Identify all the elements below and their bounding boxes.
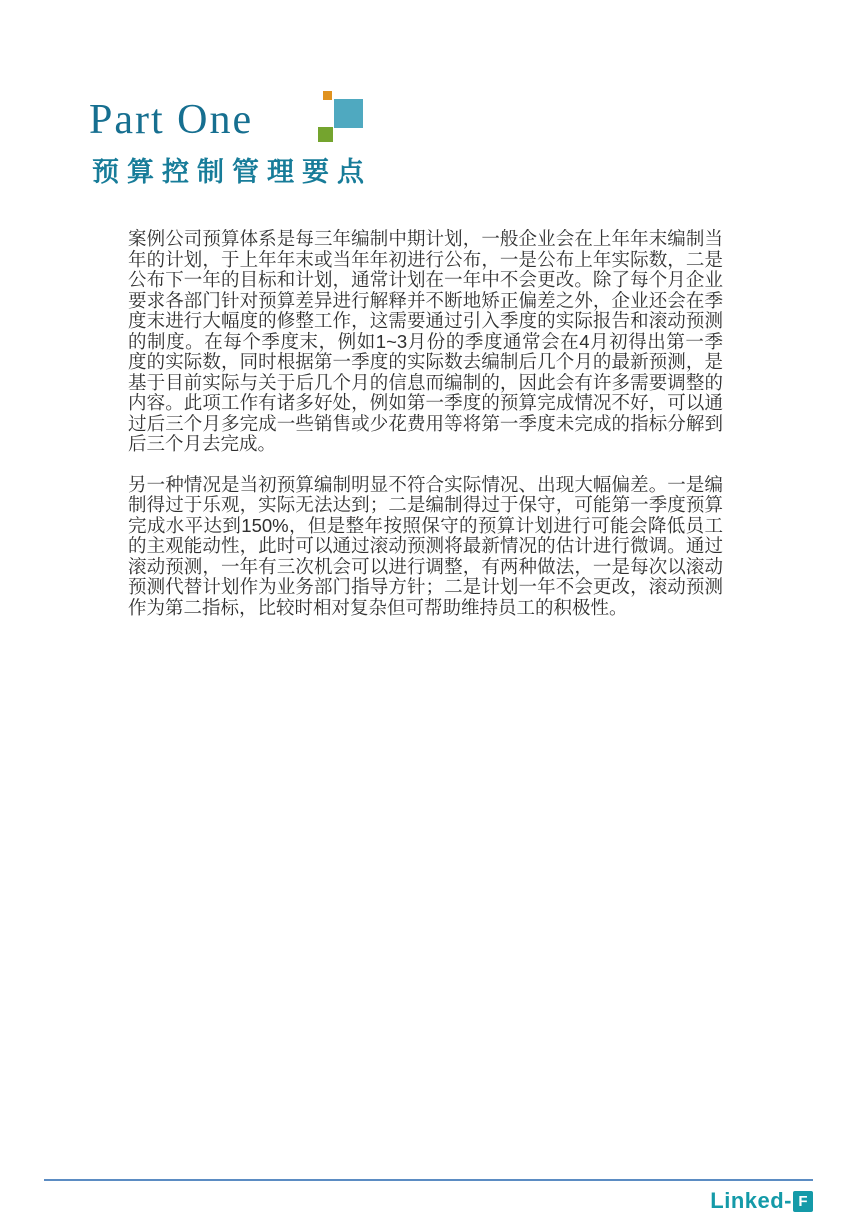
paragraph-2: 另一种情况是当初预算编制明显不符合实际情况、出现大幅偏差。一是编制得过于乐观，实际无法达到；二是编制得过于保守，可能第一季度预算完成水平达到150%，但是整年按照保守的预算计划进行可能会降低员工的主观能动性，此时可以通过滚动预测将最新情况的估计进行微调。通过滚动预测，一年有三次机会可以进行调整，有两种做法，一是每次以滚动预测代替计划作为业务部门指导方针；二是计划一年不会更改，滚动预测作为第二指标，比较时相对复杂但可帮助维持员工的积极性。 — [128, 473, 723, 618]
footer-divider — [44, 1179, 813, 1181]
part-title: Part One — [89, 97, 254, 143]
body-content — [128, 229, 723, 618]
green-square-icon — [318, 127, 333, 142]
logo-text: Linked- — [710, 1188, 792, 1213]
section-subtitle: 预算控制管理要点 — [92, 157, 372, 187]
paragraph-1: 案例公司预算体系是每三年编制中期计划，一般企业会在上年年末编制当年的计划，于上年年末或当年年初进行公布，一是公布上年实际数，二是公布下一年的目标和计划，通常计划在一年中不会更改。除了每个月企业要求各部门针对预算差异进行解释并不断地矫正偏差之外，企业还会在季度末进行大幅度的修整工作，这需要通过引入季度的实际报告和滚动预测的制度。在每个季度末，例如1~3月份的季度通常会在4月初得出第一季度的实际数，同时根据第一季度的实际数去编制后几个月的最新预测，是基于目前实际与关于后几个月的信息而编制的，因此会有许多需要调整的内容。此项工作有诸多好处，例如第一季度的预算完成情况不好，可以通过后三个月多完成一些销售或少花费用等将第一季度未完成的指标分解到后三个月去完成。 — [128, 228, 723, 454]
decorative-squares-icon — [318, 91, 365, 143]
linked-f-logo — [710, 1190, 813, 1212]
teal-square-icon — [334, 99, 363, 128]
orange-square-icon — [323, 91, 332, 100]
logo-f-icon: F — [793, 1191, 813, 1212]
